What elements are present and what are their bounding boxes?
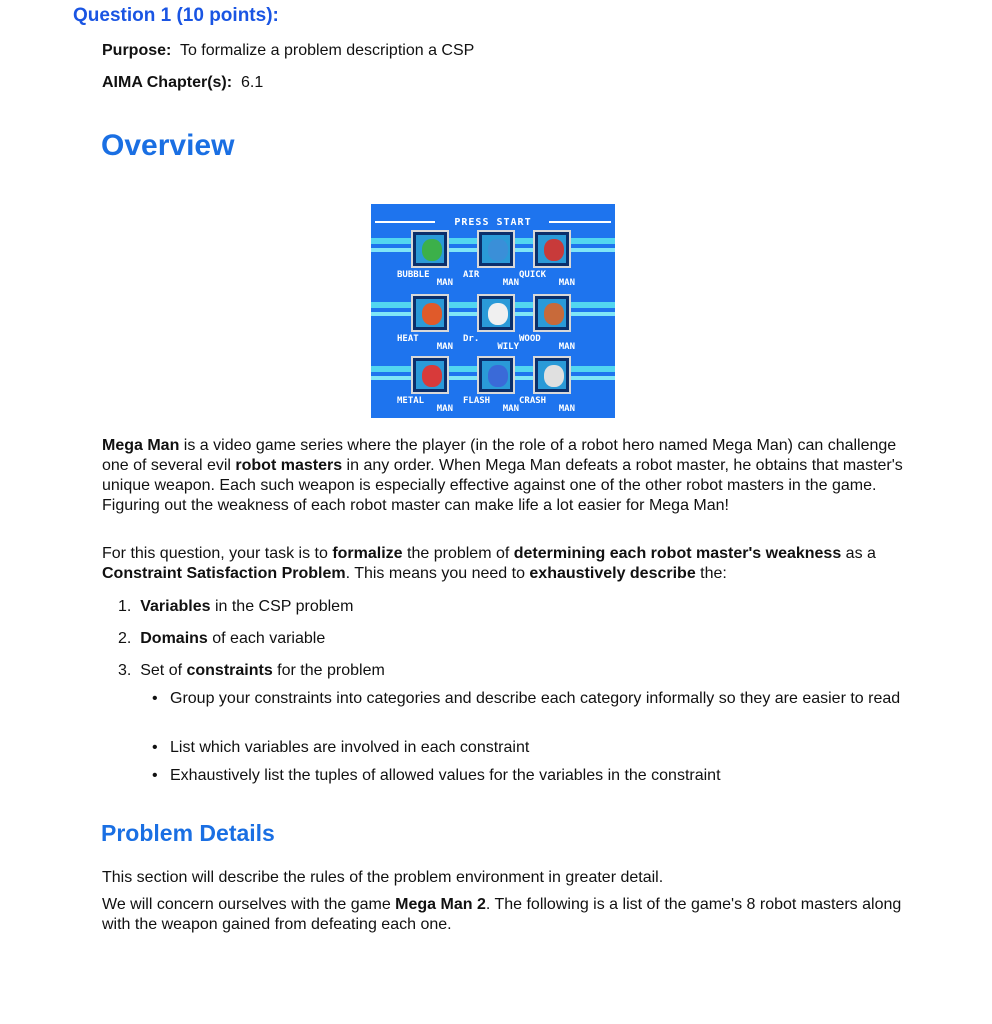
boss-portrait-icon xyxy=(488,365,508,387)
boss-portrait-icon xyxy=(544,303,564,325)
sub-list-item: • List which variables are involved in each constraint xyxy=(152,739,530,756)
task-paragraph: For this question, your task is to formalize the problem of determining each robot master's weakness as a Constraint Satisfaction Problem. This means you need to exhaustively describe the: xyxy=(102,545,876,582)
wily-logo-icon xyxy=(488,303,508,325)
overview-heading: Overview xyxy=(101,129,235,162)
purpose-label: Purpose: xyxy=(102,42,172,59)
chapter-line xyxy=(102,74,263,92)
list-item: 3. Set of constraints for the problem xyxy=(118,662,385,679)
problem-details-heading: Problem Details xyxy=(101,820,275,846)
purpose-line xyxy=(102,42,474,60)
boss-portrait-icon xyxy=(544,239,564,261)
boss-portrait-icon xyxy=(544,365,564,387)
boss-portrait-icon xyxy=(488,239,508,261)
boss-portrait-icon xyxy=(422,239,442,261)
question-title: Question 1 (10 points): xyxy=(73,5,279,26)
list-item: 1. Variables in the CSP problem xyxy=(118,598,354,615)
chapter-label: AIMA Chapter(s): xyxy=(102,74,233,91)
boss-portrait-icon xyxy=(422,365,442,387)
purpose-text: To formalize a problem description a CSP xyxy=(179,42,475,59)
intro-paragraph: Mega Man is a video game series where the player (in the role of a robot hero named Mega Man) can challenge one of several evil robot masters in any order. When Mega Man defeats a robot master, he obtains that master's unique weapon. Each such weapon is especially effective against one of the other robot masters in the game. Figuring out the weakness of each robot master can make life a lot easier for Mega Man! xyxy=(102,437,903,514)
details-paragraph: This section will describe the rules of the problem environment in greater detail. xyxy=(102,869,664,886)
sub-list-item: • Group your constraints into categories and describe each category informally so they are easier to read xyxy=(152,690,901,707)
chapter-text: 6.1 xyxy=(240,74,264,91)
press-start-text: PRESS START xyxy=(454,217,532,228)
details-paragraph: We will concern ourselves with the game Mega Man 2. The following is a list of the game's 8 robot masters along with the weapon gained from defeating each one. xyxy=(102,896,902,933)
list-item: 2. Domains of each variable xyxy=(118,630,326,647)
stage-select-image: PRESS START BUBBLE MAN AIR MAN QUICK MAN HEAT MAN Dr. WILY WOOD MAN METAL MAN FLASH MAN CRASH MAN xyxy=(371,204,615,418)
boss-portrait-icon xyxy=(422,303,442,325)
sub-list-item: • Exhaustively list the tuples of allowed values for the variables in the constraint xyxy=(152,767,721,784)
